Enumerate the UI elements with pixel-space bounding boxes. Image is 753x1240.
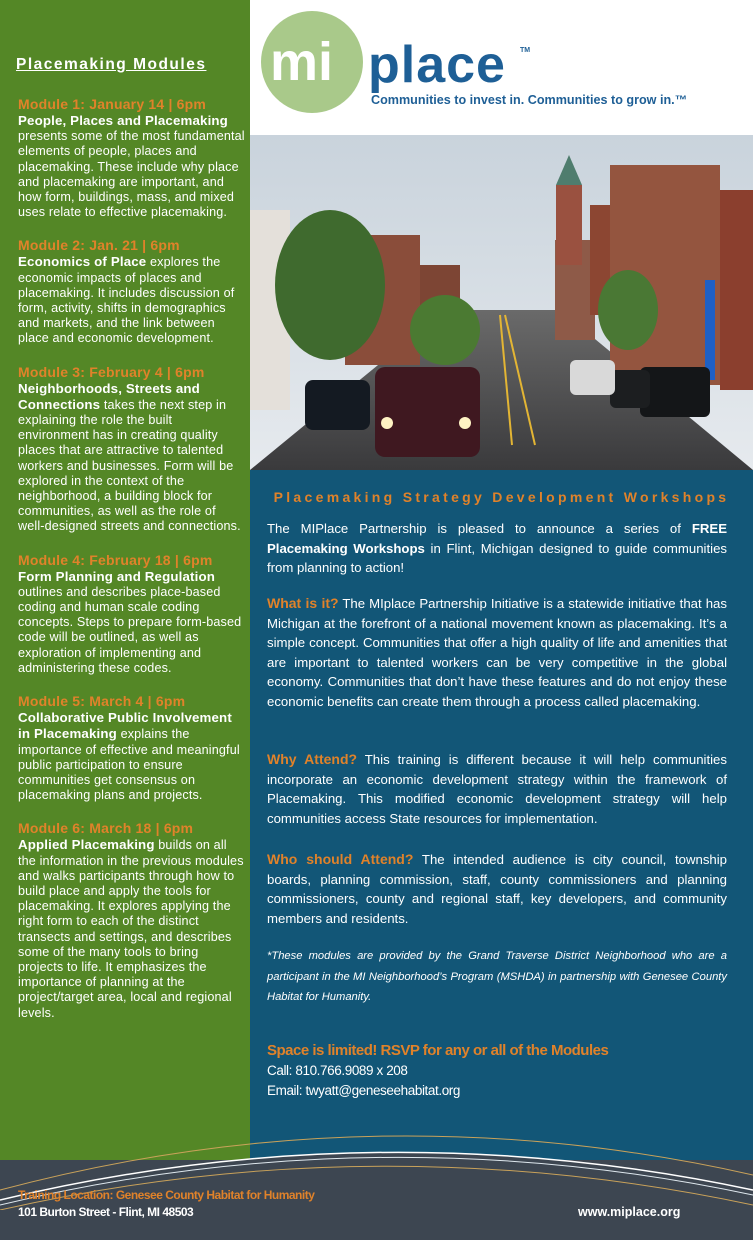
footnote: *These modules are provided by the Grand Traverse District Neighborhood who are a participant in the MI Neighborhood’s Program (MSHDA) in partnership with Genesee County Habitat for Humanity. (267, 950, 727, 1003)
module-name: Form Planning and Regulation (18, 568, 216, 584)
module-heading: Module 1: January 14 | 6pm (18, 96, 207, 112)
why-attend-label: Why Attend? (267, 751, 358, 767)
phone-number[interactable]: Call: 810.766.9089 x 208 (267, 1062, 408, 1078)
module-name: Applied Placemaking (18, 837, 155, 853)
who-should-attend-paragraph (267, 850, 727, 928)
module-description: presents some of the most fundamental elements of people, places and placemaking. These include why place and placemaking are important, and how form, buildings, mass, and mixed uses relate to effective placemaking. (18, 129, 245, 220)
module-item (18, 96, 246, 220)
who-attend-text: The intended audience is city council, township boards, planning commission, staff, county commissioners and planning commissioners, county and regional staff, key developers, and community members and residents. (267, 852, 728, 926)
address: 101 Burton Street - Flint, MI 48503 (18, 1205, 194, 1219)
email-link[interactable]: Email: twyatt@geneseehabitat.org (267, 1082, 461, 1098)
module-description: outlines and describes place-based coding and human scale coding concepts. Steps to prepare form-based code will be outlined, as well as exploration of implementing and administering these codes. (18, 584, 242, 675)
modules-title: Placemaking Modules (16, 56, 207, 73)
logo-header (250, 0, 753, 135)
module-heading: Module 6: March 18 | 6pm (18, 820, 194, 837)
logo-tagline: Communities to invest in. Communities to grow in.™ (371, 93, 688, 107)
module-name: Neighborhoods, Streets and Connections (18, 380, 200, 412)
rsvp-heading: Space is limited! RSVP for any or all of the Modules (267, 1042, 609, 1059)
module-item (18, 364, 246, 535)
intro-text: The MIPlace Partnership is pleased to announce a series of (267, 521, 692, 536)
module-description: takes the next step in explaining the role the built environment has in creating quality places that are attractive to talented workers and businesses. Form will be explored in the context of the neighborhood, a building block for communities, as well as the role of well-designed streets and connections. (18, 397, 241, 534)
module-name: Economics of Place (18, 254, 147, 270)
module-item (18, 237, 246, 346)
module-heading: Module 5: March 4 | 6pm (18, 693, 186, 710)
module-item (18, 693, 246, 803)
intro-bold: FREE Placemaking Workshops (267, 521, 727, 556)
module-item (18, 820, 246, 1020)
main-panel (250, 0, 753, 1160)
street-photo-image (250, 135, 753, 470)
modules-list (18, 96, 246, 1038)
module-heading: Module 4: February 18 | 6pm (18, 551, 213, 568)
module-item (18, 552, 246, 676)
what-is-it-text: The MIplace Partnership Initiative is a statewide initiative that has Michigan at the forefront of a national movement known as placemaking. It’s a simple concept. Communities that offer a high quality of life and amenities that are important to talented workers can be very competitive in the global economy. Communities that don’t have these features and do not enjoy these economic benefits can create them through a process called placemaking. (267, 596, 727, 709)
why-attend-text: This training is different because it will help communities incorporate an economic development strategy within the framework of Placemaking. This modified economic development strategy will help communities access State resources for implementation. (267, 752, 727, 826)
module-heading: Module 3: February 4 | 6pm (18, 363, 205, 380)
workshops-title: Placemaking Strategy Development Workshops (273, 489, 730, 505)
module-name: People, Places and Placemaking (18, 113, 228, 128)
logo-place-text: place (368, 36, 506, 94)
website-link[interactable]: www.miplace.org (578, 1205, 681, 1219)
miplace-logo (250, 0, 753, 135)
intro-text-end: in Flint, Michigan designed to guide communities from planning to action! (267, 540, 727, 575)
street-photo (250, 135, 753, 470)
modules-sidebar (0, 0, 250, 1160)
training-location: Training Location: Genesee County Habitat for Humanity (18, 1188, 315, 1202)
module-name: Collaborative Public Involvement in Placemaking (18, 710, 232, 742)
module-heading: Module 2: Jan. 21 | 6pm (18, 237, 180, 254)
logo-tm: TM (520, 47, 531, 54)
module-description: explores the economic impacts of places and placemaking. It includes discussion of form, activity, shifts in demographics and markets, and the link between place and economic development. (18, 255, 235, 346)
rsvp-section (267, 1041, 727, 1101)
module-description: builds on all the information in the previous modules and walks participants through how to build place and apply the tools for placemaking. It explores applying the right form to each of the distinct transects and settings, and describes some of the many tools to bring projects to life. It emphasizes the importance of planning at the project/target area, local and regional levels. (18, 838, 244, 1020)
what-is-it-paragraph (267, 594, 727, 711)
intro-paragraph (267, 519, 727, 578)
who-attend-label: Who should Attend? (267, 851, 414, 867)
logo-mi-text: mi (270, 32, 334, 92)
module-description: explains the importance of effective and meaningful public participation to ensure communities get consensus on placemaking plans and projects. (18, 727, 240, 803)
what-is-it-label: What is it? (267, 595, 339, 611)
why-attend-paragraph (267, 750, 727, 828)
